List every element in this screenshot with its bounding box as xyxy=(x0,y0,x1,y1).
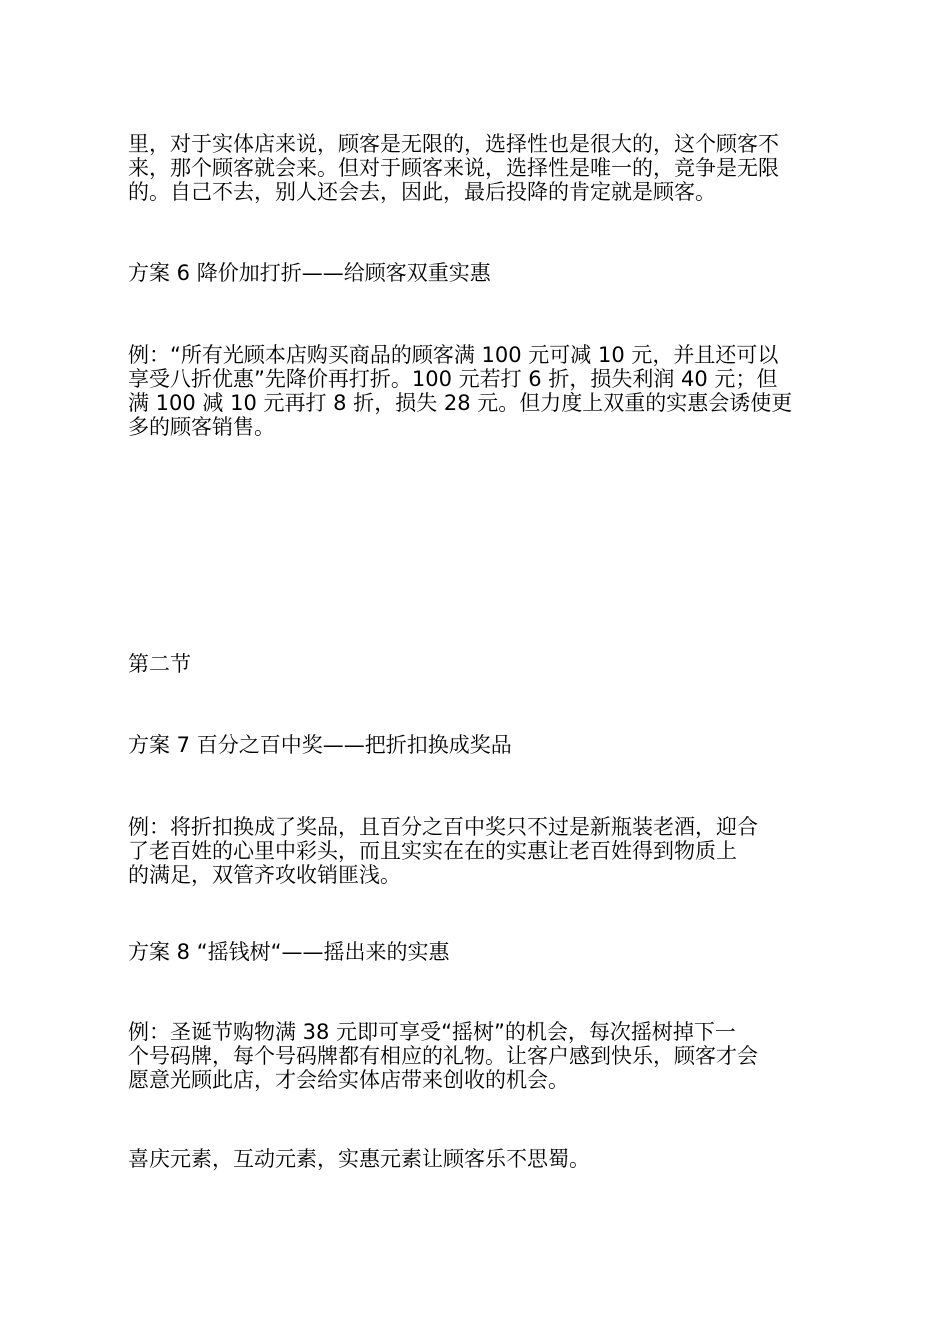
section-title: 第二节 xyxy=(128,652,191,676)
intro-paragraph xyxy=(128,132,838,204)
heading-text: 方案 6 降价加打折——给顾客双重实惠 xyxy=(128,261,491,285)
heading-text: 方案 8 “摇钱树“——摇出来的实惠 xyxy=(128,940,450,964)
plan6-example-paragraph xyxy=(128,343,838,439)
paragraph-line: 愿意光顾此店，才会给实体店带来创收的机会。 xyxy=(128,1068,569,1092)
paragraph-line: 里，对于实体店来说，顾客是无限的，选择性也是很大的，这个顾客不 xyxy=(128,132,779,156)
paragraph-line: 例：“所有光顾本店购买商品的顾客满 100 元可减 10 元，并且还可以 xyxy=(128,343,779,367)
paragraph-line: 来，那个顾客就会来。但对于顾客来说，选择性是唯一的，竞争是无限 xyxy=(128,156,779,180)
plan7-heading xyxy=(128,733,838,757)
paragraph-line: 了老百姓的心里中彩头，而且实实在在的实惠让老百姓得到物质上 xyxy=(128,839,737,863)
plan8-heading xyxy=(128,940,838,964)
paragraph-line: 喜庆元素，互动元素，实惠元素让顾客乐不思蜀。 xyxy=(128,1147,590,1171)
paragraph-line: 个号码牌，每个号码牌都有相应的礼物。让客户感到快乐，顾客才会 xyxy=(128,1044,758,1068)
paragraph-line: 例：将折扣换成了奖品，且百分之百中奖只不过是新瓶装老酒，迎合 xyxy=(128,815,758,839)
closing-paragraph xyxy=(128,1147,838,1171)
plan8-example-paragraph xyxy=(128,1020,838,1092)
heading-text: 方案 7 百分之百中奖——把折扣换成奖品 xyxy=(128,733,512,757)
plan6-heading xyxy=(128,261,838,285)
paragraph-line: 多的顾客销售。 xyxy=(128,415,275,439)
paragraph-line: 的满足，双管齐攻收销匪浅。 xyxy=(128,863,401,887)
paragraph-line: 满 100 减 10 元再打 8 折，损失 28 元。但力度上双重的实惠会诱使更 xyxy=(128,391,793,415)
paragraph-line: 例：圣诞节购物满 38 元即可享受“摇树”的机会，每次摇树掉下一 xyxy=(128,1020,736,1044)
paragraph-line: 享受八折优惠”先降价再打折。100 元若打 6 折，损失利润 40 元；但 xyxy=(128,367,778,391)
paragraph-line: 的。自己不去，别人还会去，因此，最后投降的肯定就是顾客。 xyxy=(128,180,716,204)
plan7-example-paragraph xyxy=(128,815,838,887)
section-heading xyxy=(128,652,838,676)
